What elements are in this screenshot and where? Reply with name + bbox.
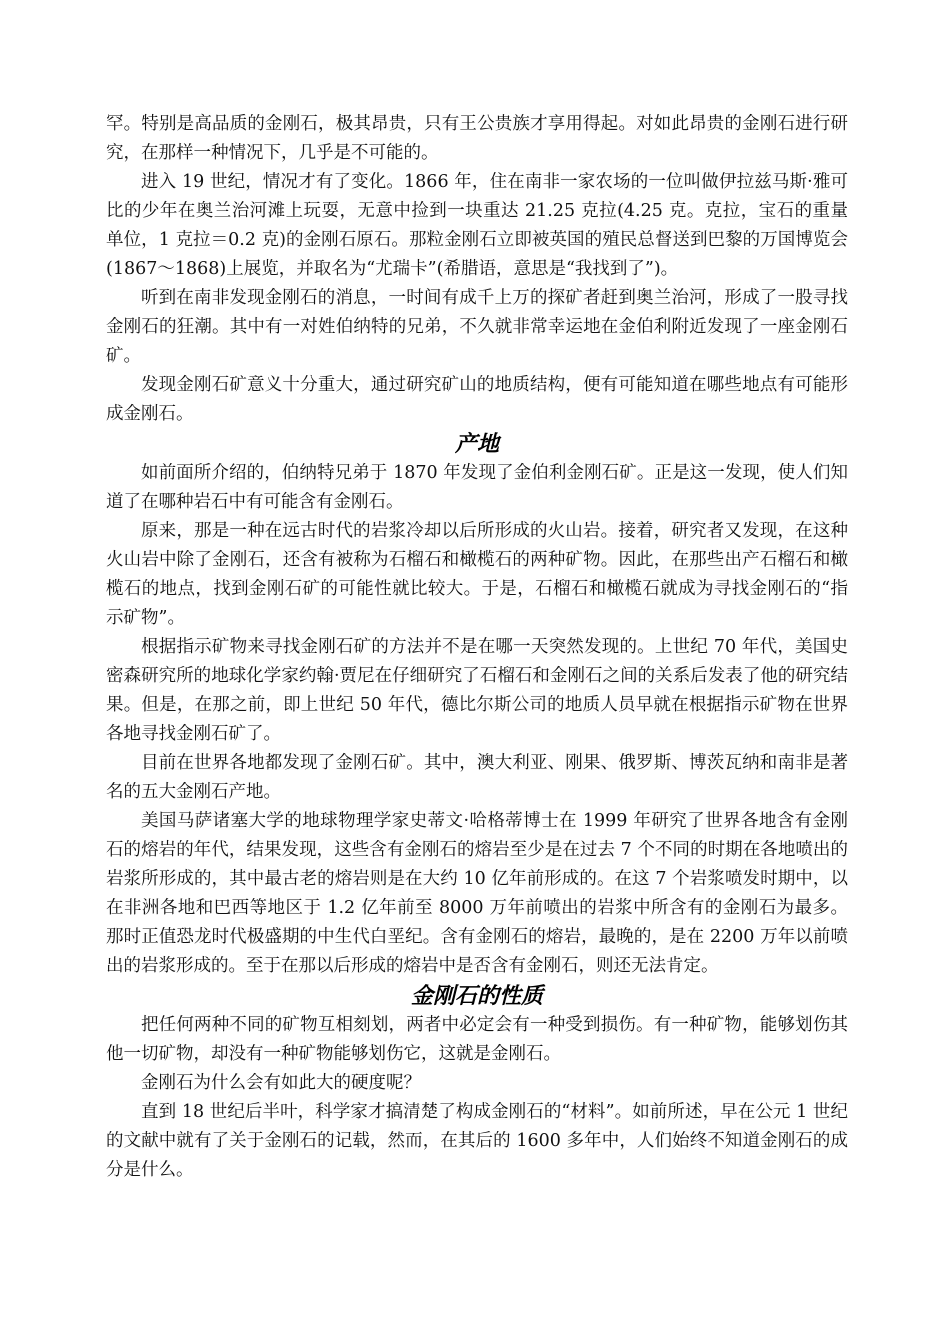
paragraph: 金刚石为什么会有如此大的硬度呢？	[141, 1073, 421, 1093]
paragraph: 原来，那是一种在远古时代的岩浆冷却以后所形成的火山岩。接着，研究者又发现，在这种火山岩中除了金刚石，还含有被称为石榴石和橄榄石的两种矿物。因此，在那些出产石榴石和橄榄石的地点，找到金刚石矿的可能性就比较大。于是，石榴石和橄榄石就成为寻找金刚石的“指示矿物”。	[106, 521, 848, 628]
paragraph: 进入 19 世纪，情况才有了变化。1866 年，住在南非一家农场的一位叫做伊拉兹马斯·雅可比的少年在奥兰治河滩上玩耍，无意中捡到一块重达 21.25 克拉(4.25 克。克拉，宝石的重量单位，1 克拉＝0.2 克)的金刚石原石。那粒金刚石立即被英国的殖民总督送到巴黎的万国博览会(1867～1868)上展览，并取名为“尤瑞卡”(希腊语，意思是“我找到了”)。	[106, 172, 848, 279]
paragraph: 目前在世界各地都发现了金刚石矿。其中，澳大利亚、刚果、俄罗斯、博茨瓦纳和南非是著名的五大金刚石产地。	[106, 753, 848, 802]
paragraph: 发现金刚石矿意义十分重大，通过研究矿山的地质结构，便有可能知道在哪些地点有可能形成金刚石。	[106, 375, 848, 424]
paragraph: 把任何两种不同的矿物互相刻划，两者中必定会有一种受到损伤。有一种矿物，能够划伤其他一切矿物，却没有一种矿物能够划伤它，这就是金刚石。	[106, 1015, 848, 1064]
document-body	[106, 110, 848, 1185]
section-heading-properties: 金刚石的性质	[410, 983, 543, 1009]
paragraph: 美国马萨诸塞大学的地球物理学家史蒂文·哈格蒂博士在 1999 年研究了世界各地含有金刚石的熔岩的年代，结果发现，这些含有金刚石的熔岩至少是在过去 7 个不同的时期在各地喷出的岩浆所形成的，其中最古老的熔岩则是在大约 10 亿年前形成的。在这 7 个岩浆喷发时期中，以在非洲各地和巴西等地区于 1.2 亿年前至 8000 万年前喷出的岩浆中所含有的金刚石为最多。那时正值恐龙时代极盛期的中生代白垩纪。含有金刚石的熔岩，最晚的，是在 2200 万年以前喷出的岩浆形成的。至于在那以后形成的熔岩中是否含有金刚石，则还无法肯定。	[106, 811, 848, 976]
paragraph: 如前面所介绍的，伯纳特兄弟于 1870 年发现了金伯利金刚石矿。正是这一发现，使人们知道了在哪种岩石中有可能含有金刚石。	[106, 463, 848, 512]
paragraph: 直到 18 世纪后半叶，科学家才搞清楚了构成金刚石的“材料”。如前所述，早在公元 1 世纪的文献中就有了关于金刚石的记载，然而，在其后的 1600 多年中，人们始终不知道金刚石的成分是什么。	[106, 1102, 848, 1180]
paragraph: 罕。特别是高品质的金刚石，极其昂贵，只有王公贵族才享用得起。对如此昂贵的金刚石进行研究，在那样一种情况下，几乎是不可能的。	[106, 114, 848, 163]
section-heading-origin: 产地	[454, 431, 499, 457]
paragraph: 根据指示矿物来寻找金刚石矿的方法并不是在哪一天突然发现的。上世纪 70 年代，美国史密森研究所的地球化学家约翰·贾尼在仔细研究了石榴石和金刚石之间的关系后发表了他的研究结果。但是，在那之前，即上世纪 50 年代，德比尔斯公司的地质人员早就在根据指示矿物在世界各地寻找金刚石矿了。	[106, 637, 849, 744]
paragraph: 听到在南非发现金刚石的消息，一时间有成千上万的探矿者赶到奥兰治河，形成了一股寻找金刚石的狂潮。其中有一对姓伯纳特的兄弟，不久就非常幸运地在金伯利附近发现了一座金刚石矿。	[106, 288, 848, 366]
